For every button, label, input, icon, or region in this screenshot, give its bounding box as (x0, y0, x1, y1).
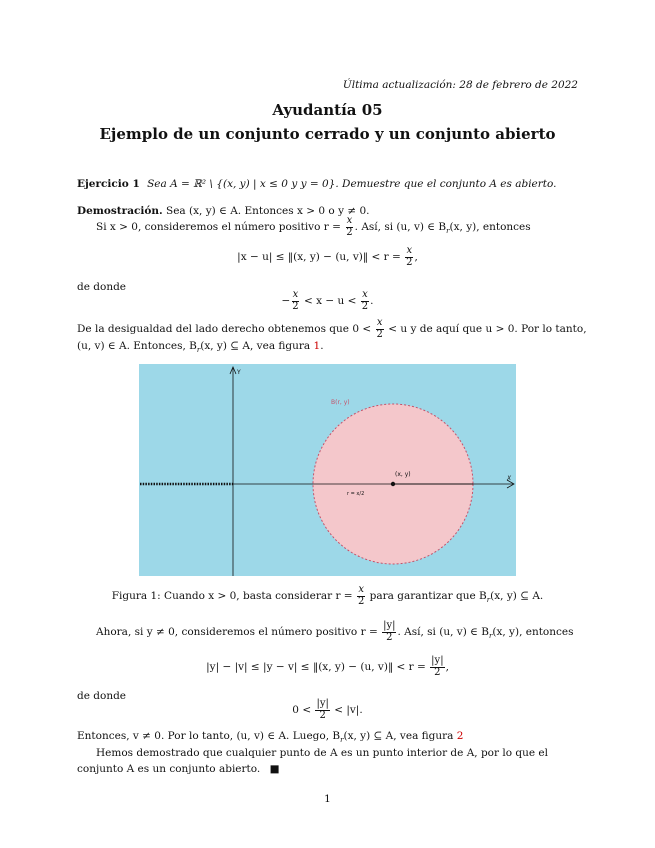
case2-text-c: (x, y), entonces (492, 626, 574, 638)
page-subtitle: Ejemplo de un conjunto cerrado y un conjunto abierto (99, 125, 556, 143)
conclusion-text-a: Entonces, v ≠ 0. Por lo tanto, (u, v) ∈ A. Luego, B (77, 730, 341, 742)
equation-2-minus: − (281, 295, 291, 307)
fraction-x-over-2: $\frac{x}{2}$ (346, 215, 353, 238)
sub-r: r (446, 227, 450, 236)
equation-3: |y| − |v| ≤ |y − v| ≤ ‖(x, y) − (u, v)‖ < r = $\frac{|y|}{2}$ , (206, 655, 449, 678)
case2-text-a: Ahora, si y ≠ 0, consideremos el número positivo r = (96, 626, 378, 638)
figure-ref-2[interactable]: 2 (456, 730, 464, 742)
right-side-text-c: (u, v) ∈ A. Entonces, B (77, 340, 197, 352)
equation-2: − $\frac{x}{2}$ < x − u < $\frac{x}{2}$ . (281, 289, 374, 312)
equation-1: |x − u| ≤ ‖(x, y) − (u, v)‖ < r = $\frac{x}{2}$ , (237, 245, 418, 268)
case1-text-a: Si x > 0, consideremos el número positivo r = (96, 221, 341, 233)
page-title: Ayudantía 05 (272, 101, 383, 119)
equation-4 (0, 699, 655, 721)
case1-text-c: (x, y), entonces (449, 221, 531, 233)
right-side-text-a: De la desigualdad del lado derecho obtenemos que 0 < (77, 323, 372, 335)
x-axis-label: X (507, 475, 512, 482)
figure-1 (139, 364, 516, 576)
fraction-x-over-2: $\frac{x}{2}$ (292, 289, 299, 312)
fraction-x-over-2: $\frac{x}{2}$ (357, 584, 365, 607)
exercise-label: Ejercicio 1 (77, 178, 140, 190)
equation-2-mid: < x − u < (304, 295, 357, 307)
right-side-line (77, 317, 587, 340)
caption-text-b: para garantizar que B (369, 590, 487, 602)
conclusion-text-b: (x, y) ⊆ A, vea figura (343, 730, 454, 742)
right-side-text-b: < u y de aquí que u > 0. Por lo tanto, (388, 323, 587, 335)
proof-label: Demostración. (77, 205, 163, 217)
conclusion-line: Entonces, v ≠ 0. Por lo tanto, (u, v) ∈ A. Luego, $B_r(x$, y) ⊆ A, vea figura 2 (77, 730, 464, 745)
fraction-absy-over-2: $\frac{|y|}{2}$ (316, 698, 329, 721)
qed-symbol: ■ (269, 763, 280, 775)
fraction-x-over-2: $\frac{x}{2}$ (406, 245, 413, 268)
page-number: 1 (324, 793, 331, 805)
fraction-x-over-2: $\frac{x}{2}$ (361, 289, 369, 312)
exercise (77, 177, 579, 192)
fraction-absy-over-2: $\frac{|y|}{2}$ (383, 620, 396, 643)
de-donde-2: de donde (77, 690, 127, 702)
open-ball-label: B(r, y) (331, 399, 350, 406)
right-side-line-2: (u, v) ∈ A. Entonces, $B_r(x$, y) ⊆ A, vea figura 1. (77, 340, 324, 355)
exercise-statement: Sea A = ℝ² \ {(x, y) | x ≤ 0 y y = 0}. Demuestre que el conjunto A es abierto. (147, 178, 557, 190)
center-point-label: (x, y) (395, 471, 411, 478)
case1-text-b: . Así, si (u, v) ∈ B (354, 221, 447, 233)
proof-intro-text: Sea (x, y) ∈ A. Entonces x > 0 o y ≠ 0. (166, 205, 370, 217)
fraction-absy-over-2: $\frac{|y|}{2}$ (431, 655, 444, 678)
de-donde-1: de donde (77, 281, 127, 293)
fraction-x-over-2: $\frac{x}{2}$ (376, 317, 383, 340)
case1-line (96, 214, 596, 244)
equation-1-text: |x − u| ≤ ‖(x, y) − (u, v)‖ < r = (237, 251, 401, 263)
equation-4-a: 0 < (292, 704, 312, 716)
final-text: Hemos demostrado que cualquier punto de A es un punto interior de A, por lo que el conjunto A es un conjunto abierto. (77, 747, 548, 775)
figure-ref-1[interactable]: 1 (313, 340, 321, 352)
equation-4-b: < |v|. (334, 704, 363, 716)
case2-text-b: . Así, si (u, v) ∈ B (397, 626, 489, 638)
y-axis-label: Y (237, 369, 241, 376)
radius-label: r = x/2 (347, 491, 365, 497)
caption-text-a: Figura 1: Cuando x > 0, basta considerar r = (111, 590, 353, 602)
last-updated: Última actualización: 28 de febrero de 2022 (342, 79, 578, 91)
figure-caption: Figura 1: Cuando x > 0, basta considerar r = $\frac{x}{2}$ para garantizar que $B_r(x$, y) ⊆ A. (111, 584, 544, 607)
right-side-text-d: (x, y) ⊆ A, vea figura (200, 340, 311, 352)
caption-text-c: (x, y) ⊆ A. (490, 590, 544, 602)
case2-line: Ahora, si y ≠ 0, consideremos el número positivo r = $\frac{|y|}{2}$ . Así, si (u, v) ∈ $B_r(x$, y), entonces (96, 620, 574, 643)
equation-3-text: |y| − |v| ≤ |y − v| ≤ ‖(x, y) − (u, v)‖ < r = (206, 661, 426, 673)
final-statement (77, 745, 582, 777)
